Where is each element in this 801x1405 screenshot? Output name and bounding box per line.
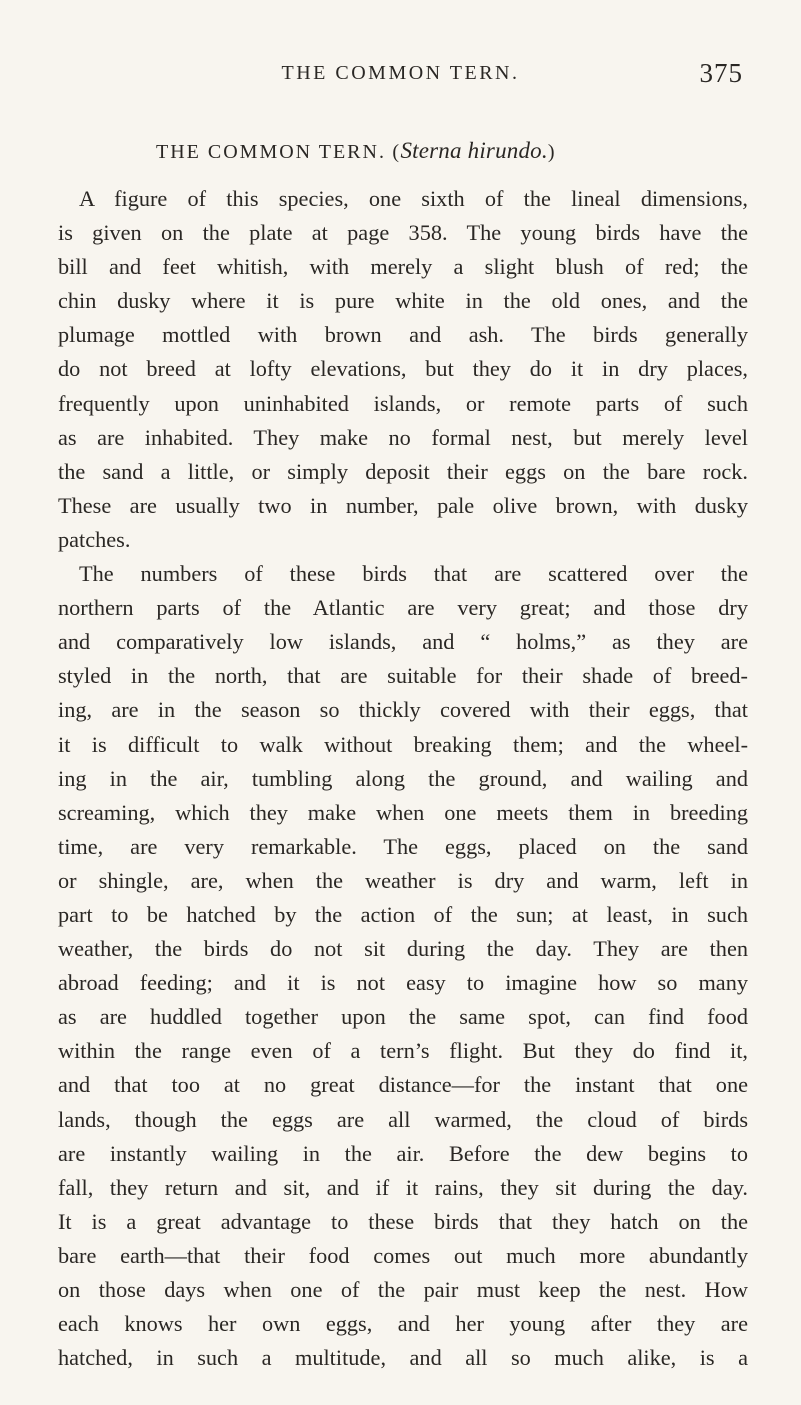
text-line: bare earth—that their food comes out much more abundantly <box>58 1242 748 1268</box>
text-line: A figure of this species, one sixth of the lineal dimensions, <box>79 186 748 211</box>
text-line: it is difficult to walk without breaking them; and the wheel- <box>58 731 748 757</box>
text-line: ing, are in the season so thickly covered with their eggs, that <box>58 697 748 723</box>
text-line: frequently upon uninhabited islands, or remote parts of such <box>58 390 748 416</box>
latin-close-paren: ) <box>547 141 556 163</box>
text-line: are instantly wailing in the air. Before the dew begins to <box>58 1140 748 1166</box>
text-line: These are usually two in number, pale olive brown, with dusky <box>58 492 748 518</box>
text-line: hatched, in such a multitude, and all so much alike, is a <box>58 1345 748 1371</box>
running-title: THE COMMON TERN. <box>281 62 520 84</box>
text-line: and that too at no great distance—for the instant that one <box>58 1072 748 1098</box>
page-number: 375 <box>699 58 743 88</box>
text-line: as are inhabited. They make no formal nest, but merely level <box>58 424 748 450</box>
section-heading <box>156 138 556 164</box>
text-line: each knows her own eggs, and her young after they are <box>58 1311 748 1337</box>
body-text <box>58 182 748 1375</box>
text-line: northern parts of the Atlantic are very great; and those dry <box>58 595 748 621</box>
text-line: or shingle, are, when the weather is dry and warm, left in <box>58 867 748 893</box>
text-line: lands, though the eggs are all warmed, the cloud of birds <box>58 1106 748 1132</box>
text-line: do not breed at lofty elevations, but they do it in dry places, <box>58 356 748 382</box>
latin-name: Sterna hirundo. <box>400 138 548 163</box>
section-title: THE COMMON TERN. <box>156 141 386 163</box>
text-line: patches. <box>58 526 131 552</box>
text-line: part to be hatched by the action of the sun; at least, in such <box>58 901 748 927</box>
text-line: chin dusky where it is pure white in the old ones, and the <box>58 288 748 314</box>
text-line: styled in the north, that are suitable for their shade of breed- <box>58 663 748 689</box>
text-line: plumage mottled with brown and ash. The birds generally <box>58 322 748 348</box>
text-line: ing in the air, tumbling along the ground, and wailing and <box>58 765 748 791</box>
text-line: bill and feet whitish, with merely a slight blush of red; the <box>58 254 748 280</box>
latin-open-paren: ( <box>392 141 401 163</box>
text-line: on those days when one of the pair must keep the nest. How <box>58 1277 748 1302</box>
text-line: screaming, which they make when one meets them in breeding <box>58 799 748 825</box>
text-line: and comparatively low islands, and “ holms,” as they are <box>58 629 748 655</box>
text-line: the sand a little, or simply deposit their eggs on the bare rock. <box>58 458 748 484</box>
text-line: weather, the birds do not sit during the day. They are then <box>58 936 748 962</box>
text-line: is given on the plate at page 358. The young birds have the <box>58 220 748 246</box>
text-line: time, are very remarkable. The eggs, placed on the sand <box>58 833 748 859</box>
text-line: It is a great advantage to these birds that they hatch on the <box>58 1208 748 1234</box>
text-line: as are huddled together upon the same spot, can find food <box>58 1004 748 1030</box>
text-line: fall, they return and sit, and if it rains, they sit during the day. <box>58 1174 748 1200</box>
text-line: The numbers of these birds that are scattered over the <box>79 561 748 587</box>
text-line: abroad feeding; and it is not easy to imagine how so many <box>58 970 748 996</box>
running-head <box>0 58 801 92</box>
text-line: within the range even of a tern’s flight. But they do find it, <box>58 1038 748 1064</box>
